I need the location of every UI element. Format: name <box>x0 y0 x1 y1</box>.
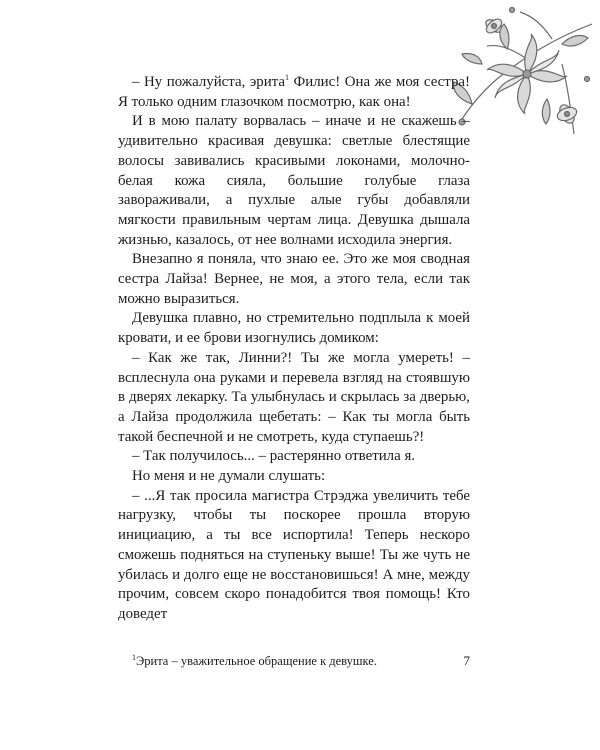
paragraph-text: Внезапно я поняла, что знаю ее. Это же моя сводная сестра Лайза! Вернее, не моя, а этого тела, если так можно выразиться. <box>118 251 470 307</box>
paragraph-text: И в мою палату ворвалась – иначе и не скажешь – удивительно красивая девушка: светлые блестящие волосы завивались красивыми локонами, молочно-белая кожа сияла, большие голубые глаза завораживали, а пухлые алые губы добавляли мягкости правильным чертам лица. Девушка дышала жизнью, казалось, от нее волнами исходила энергия. <box>118 113 470 248</box>
footnote-marker: 1 <box>132 652 136 662</box>
paragraph-text: – Так получилось... – растерянно ответила я. <box>132 448 416 465</box>
paragraph <box>118 447 470 467</box>
paragraph <box>118 73 470 112</box>
footnote-text: Эрита – уважительное обращение к девушке. <box>136 654 377 668</box>
paragraph-text: Филис! Она же моя сестра! Я только одним глазочком посмотрю, как она! <box>118 74 470 110</box>
paragraph <box>118 250 470 309</box>
paragraph-text: – Ну пожалуйста, эрита <box>132 74 285 90</box>
footnote-ref: 1 <box>284 73 289 83</box>
paragraph <box>118 349 470 448</box>
body-text <box>118 73 470 625</box>
paragraph-text: – Как же так, Линни?! Ты же могла умереть! – всплеснула она руками и перевела взгляд на стоявшую в дверях лекарку. Та улыбнулась и скрылась за дверью, а Лайза продолжила щебетать: – Как ты могла быть такой беспечной и не смотреть, куда ступаешь?! <box>118 349 470 445</box>
paragraph <box>118 487 470 625</box>
paragraph <box>118 112 470 250</box>
footnote <box>118 653 470 669</box>
page-number: 7 <box>463 653 470 668</box>
paragraph-text: Но меня и не думали слушать: <box>132 468 326 485</box>
paragraph-text: Девушка плавно, но стремительно подплыла к моей кровати, и ее брови изогнулись домиком: <box>118 310 470 347</box>
paragraph <box>118 309 470 348</box>
paragraph <box>118 467 470 487</box>
paragraph-text: – ...Я так просила магистра Стрэджа увеличить тебе нагрузку, чтобы ты поскорее прошла вторую инициацию, а ты все испортила! Теперь нескоро сможешь подняться на ступеньку выше! Ты же чуть не убилась и долго еще не восстановишься! А мне, между прочим, совсем скоро понадобится твоя помощь! Кто доведет <box>118 487 470 622</box>
